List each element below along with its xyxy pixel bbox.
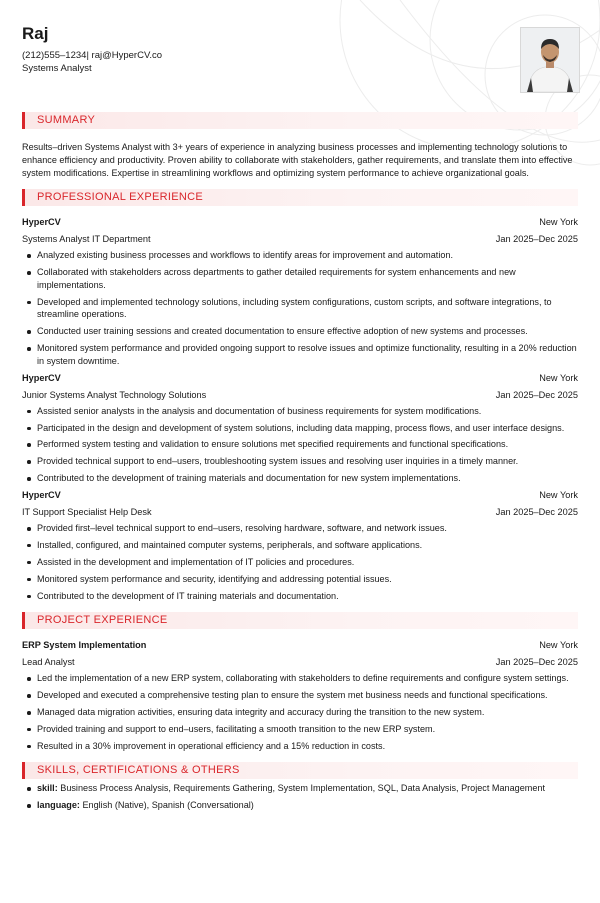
projects-heading: PROJECT EXPERIENCE [37,614,168,627]
list-item: Developed and implemented technology solutions, including system configurations, custom scripts, and software integrations, to streamline operations. [22,296,578,321]
project-bullet-list [22,672,578,752]
job-title: Systems Analyst [22,63,92,74]
skills-list [22,782,578,811]
responsibility-list [22,249,578,367]
experience-heading: PROFESSIONAL EXPERIENCE [37,191,204,204]
list-item: Performed system testing and validation to ensure solutions met specified requirements and functional specifications. [22,438,578,451]
list-item: Provided first–level technical support to end–users, resolving hardware, software, and network issues. [22,522,578,535]
skills-heading: SKILLS, CERTIFICATIONS & OTHERS [37,764,240,777]
position-title: IT Support Specialist Help Desk [22,507,152,518]
resume-header [22,24,578,102]
experience-section-header [22,189,578,206]
list-item: Conducted user training sessions and created documentation to ensure effective adoption of new systems and processes. [22,325,578,338]
list-item: Assisted in the development and implementation of IT policies and procedures. [22,556,578,569]
language-value: English (Native), Spanish (Conversational) [82,800,254,811]
project-name: ERP System Implementation [22,640,147,651]
responsibility-list [22,405,578,485]
summary-section-header [22,112,578,129]
summary-text: Results–driven Systems Analyst with 3+ years of experience in analyzing business processes and implementing technology solutions to enhance efficiency and productivity. Proven ability to collaborate with stakeholders, gather requirements, and translate them into effective system modifications. Expertise in streamlining workflows and optimizing system performance to achieve organizational goals. [22,142,573,178]
job-location: New York [539,490,578,501]
job-dates: Jan 2025–Dec 2025 [495,507,578,518]
position-title: Systems Analyst IT Department [22,234,151,245]
experience-entry [22,372,578,485]
project-location: New York [539,640,578,651]
list-item: Led the implementation of a new ERP system, collaborating with stakeholders to define requirements and configure system settings. [22,672,578,685]
list-item: Managed data migration activities, ensuring data integrity and accuracy during the transition to the new system. [22,706,578,719]
company-name: HyperCV [22,490,61,501]
job-dates: Jan 2025–Dec 2025 [495,389,578,400]
job-dates: Jan 2025–Dec 2025 [495,234,578,245]
skills-section-header [22,762,578,779]
contact-info: (212)555–1234| raj@HyperCV.co [22,50,163,61]
company-name: HyperCV [22,217,61,228]
projects-section-header [22,612,578,629]
experience-entry [22,216,578,367]
list-item: Collaborated with stakeholders across departments to gather detailed requirements for system enhancements and new implementations. [22,266,578,291]
language-label: language: [37,800,80,811]
responsibility-list [22,522,578,602]
experience-entry [22,489,578,602]
list-item: Developed and executed a comprehensive testing plan to ensure the system met business needs and functional specifications. [22,689,578,702]
list-item [22,799,578,812]
skill-label: skill: [37,783,58,794]
list-item: Contributed to the development of training materials and documentation for new system implementations. [22,472,578,485]
list-item: Contributed to the development of IT training materials and documentation. [22,590,578,603]
list-item: Resulted in a 30% improvement in operational efficiency and a 15% reduction in costs. [22,740,578,753]
list-item: Monitored system performance and provided ongoing support to resolve issues and optimize functionality, resulting in a 20% reduction in system downtime. [22,342,578,367]
list-item: Participated in the design and development of system solutions, including data mapping, process flows, and user interface designs. [22,422,578,435]
project-role: Lead Analyst [22,657,75,668]
list-item: Provided technical support to end–users, troubleshooting system issues and resolving user inquiries in a timely manner. [22,455,578,468]
list-item: Provided training and support to end–users, facilitating a smooth transition to the new ERP system. [22,723,578,736]
candidate-name: Raj [22,24,49,43]
profile-photo [520,27,580,93]
project-dates: Jan 2025–Dec 2025 [495,657,578,668]
company-name: HyperCV [22,372,61,383]
list-item [22,782,578,795]
list-item: Assisted senior analysts in the analysis and documentation of business requirements for system modifications. [22,405,578,418]
skill-value: Business Process Analysis, Requirements Gathering, System Implementation, SQL, Data Analysis, Project Management [60,783,545,794]
list-item: Analyzed existing business processes and workflows to identify areas for improvement and automation. [22,249,578,262]
job-location: New York [539,372,578,383]
project-entry [22,639,578,752]
summary-heading: SUMMARY [37,114,96,126]
position-title: Junior Systems Analyst Technology Solutions [22,389,207,400]
job-location: New York [539,217,578,228]
list-item: Monitored system performance and security, identifying and addressing potential issues. [22,573,578,586]
list-item: Installed, configured, and maintained computer systems, peripherals, and software applications. [22,539,578,552]
